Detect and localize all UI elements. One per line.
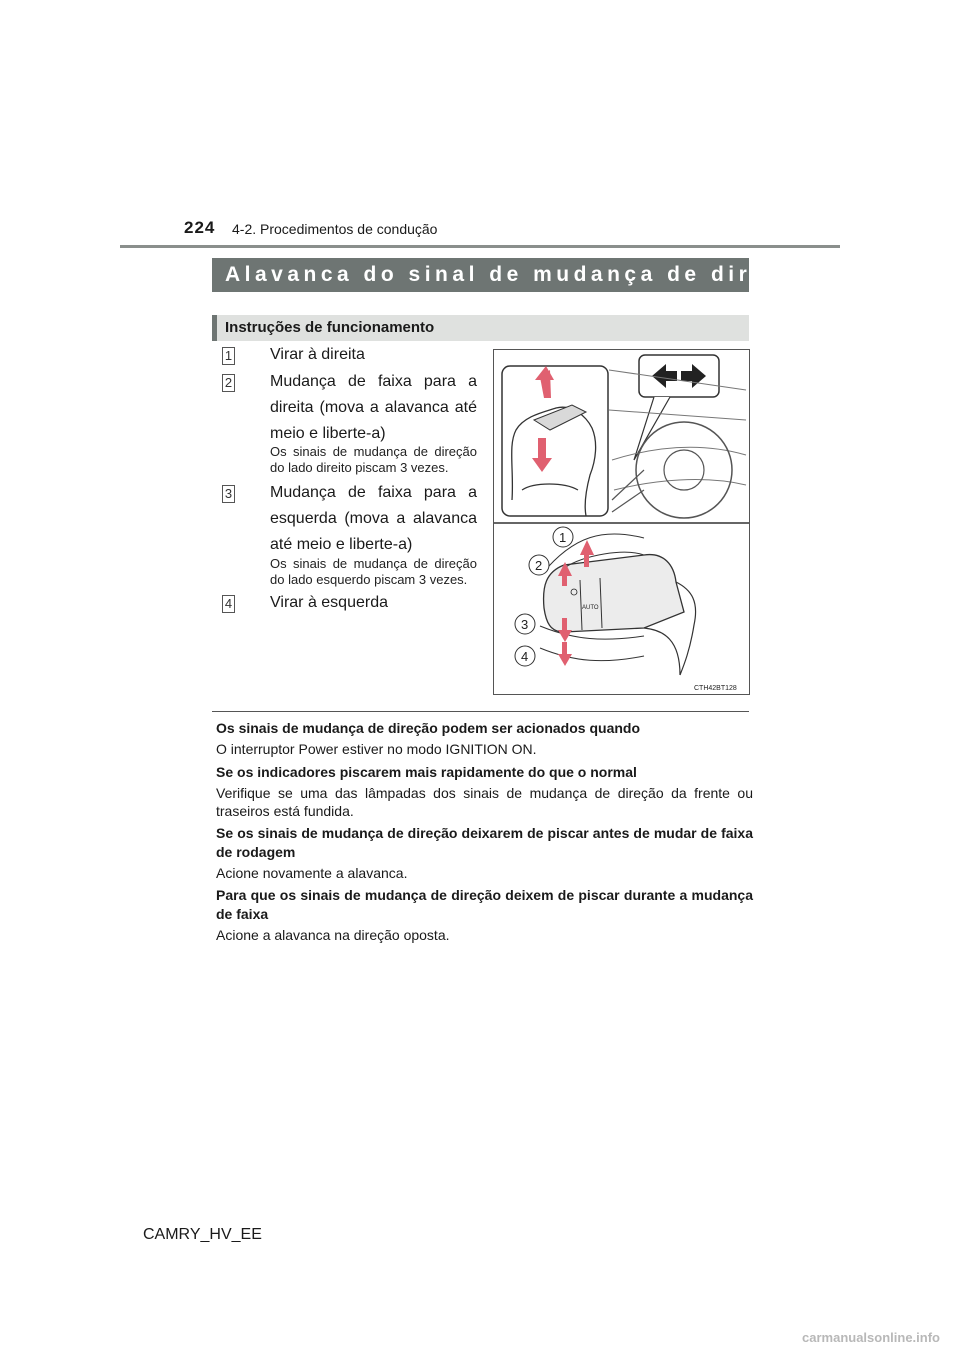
- note-heading-3: Se os sinais de mudança de direção deixarem de piscar antes de mudar de faixa de rodagem: [216, 825, 753, 860]
- page-number: 224: [184, 218, 216, 237]
- notes-divider: [212, 711, 749, 712]
- sub-heading-bar: [212, 315, 217, 341]
- breadcrumb: 4-2. Procedimentos de condução: [232, 221, 438, 237]
- hand-inset: [502, 366, 608, 516]
- note-body-2: Verifique se uma das lâmpadas dos sinais de mudança de direção da frente ou traseiros está fundida.: [216, 785, 753, 819]
- callout-arrow-1-icon: [580, 540, 594, 555]
- sub-heading-label: Instruções de funcionamento: [225, 319, 435, 336]
- step-number-1: 1: [222, 347, 235, 365]
- step-text-4: Virar à esquerda: [270, 594, 388, 611]
- callout-arrow-3-icon: [558, 630, 572, 642]
- note-body-3: Acione novamente a alavanca.: [216, 865, 408, 881]
- svg-text:2: 2: [535, 558, 543, 573]
- watermark: carmanualsonline.info: [802, 1330, 940, 1345]
- lever-illustration: [493, 349, 750, 695]
- auto-label: AUTO: [582, 605, 599, 611]
- note-heading-1: Os sinais de mudança de direção podem ser acionados quando: [216, 720, 641, 736]
- arrow-down-icon: [538, 438, 546, 460]
- note-heading-2: Se os indicadores piscarem mais rapidamente do que o normal: [216, 764, 637, 780]
- lever-illustration-svg: [494, 350, 749, 694]
- step-number-2: 2: [222, 374, 235, 392]
- footer-model-code: CAMRY_HV_EE: [143, 1226, 262, 1243]
- svg-text:3: 3: [521, 617, 529, 632]
- step-number-4: 4: [222, 595, 235, 613]
- note-heading-4: Para que os sinais de mudança de direção deixem de piscar durante a mudança de faixa: [216, 887, 753, 922]
- note-body-4: Acione a alavanca na direção oposta.: [216, 927, 450, 943]
- callout-arrow-4-icon: [558, 654, 572, 666]
- step-text-1: Virar à direita: [270, 346, 365, 363]
- step-note-2: Os sinais de mudança de direção do lado direito piscam 3 vezes.: [270, 444, 477, 475]
- figure-code: CTH42BT128: [694, 685, 737, 692]
- steering-wheel: [636, 422, 732, 518]
- note-body-1: O interruptor Power estiver no modo IGNITION ON.: [216, 741, 537, 757]
- header-divider: [120, 245, 840, 248]
- step-text-3: Mudança de faixa para a esquerda (mova a alavanca até meio e liberte-a): [270, 484, 477, 553]
- svg-text:1: 1: [559, 530, 567, 545]
- step-text-2: Mudança de faixa para a direita (mova a alavanca até meio e liberte-a): [270, 373, 477, 442]
- step-note-3: Os sinais de mudança de direção do lado esquerdo piscam 3 vezes.: [270, 556, 477, 587]
- section-title: Alavanca do sinal de mudança de direção: [212, 258, 749, 292]
- sub-heading: [212, 315, 749, 341]
- step-number-3: 3: [222, 485, 235, 503]
- svg-text:4: 4: [521, 649, 529, 664]
